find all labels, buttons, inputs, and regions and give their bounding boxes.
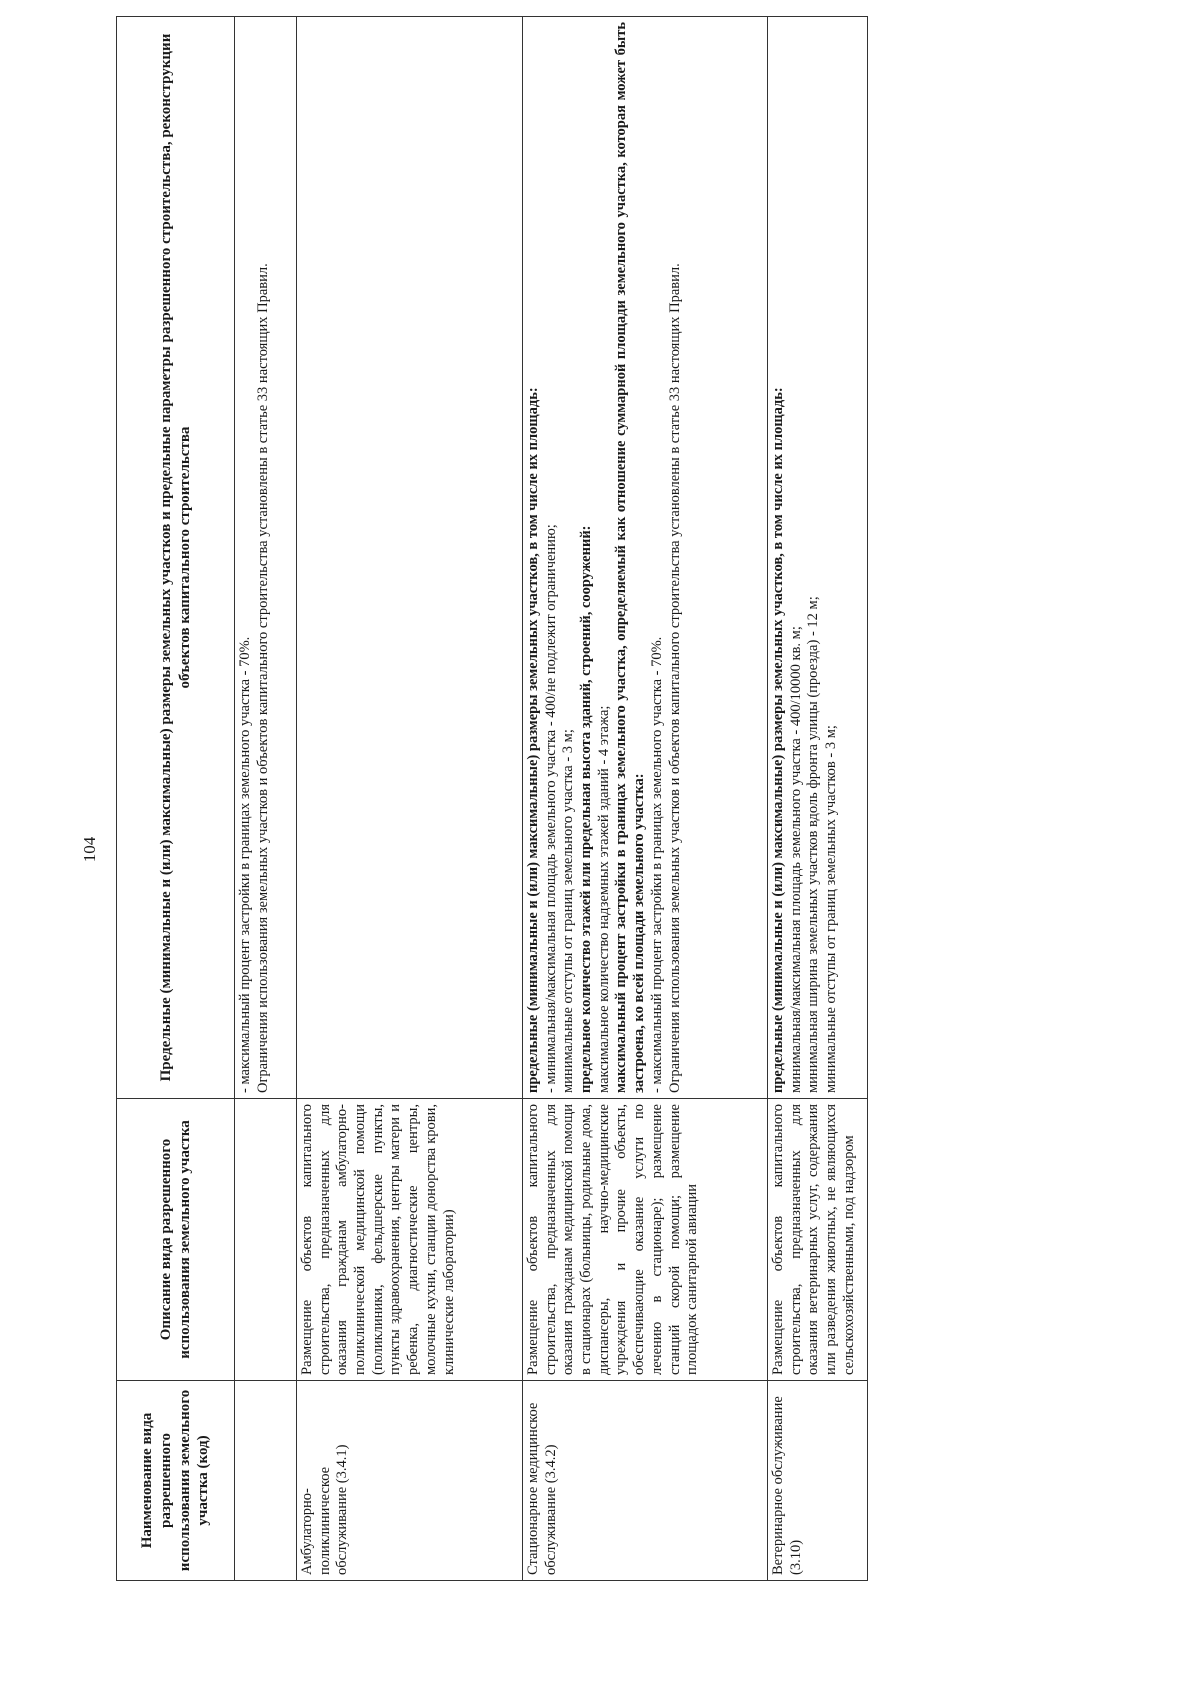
- cell-name: Амбулаторно-поликлиническое обслуживание (3.4.1): [297, 1381, 523, 1581]
- page-number: 104: [80, 836, 99, 863]
- param-line: Ограничения использования земельных участков и объектов капитального строительства установлены в статье 33 настоящих Правил.: [254, 263, 271, 1093]
- param-line: - минимальная/максимальная площадь земельного участка - 400/не подлежит ограничению;: [542, 524, 559, 1093]
- cell-parameters: [235, 17, 297, 1099]
- param-line: максимальное количество надземных этажей зданий - 4 этажа;: [595, 705, 612, 1093]
- param-line: Ограничения использования земельных участков и объектов капитального строительства установлены в статье 33 настоящих Правил.: [666, 263, 683, 1093]
- cell-description: [235, 1099, 297, 1381]
- param-line: минимальная/максимальная площадь земельного участка - 400/10000 кв. м;: [787, 626, 804, 1093]
- header-description: Описание вида разрешенного использования земельного участка: [117, 1099, 235, 1381]
- cell-description: Размещение объектов капитального строительства, предназначенных для оказания ветеринарных услуг, содержания или разведения животных, не являющихся сельскохозяйственными, под надзором: [768, 1099, 868, 1381]
- cell-name: [235, 1381, 297, 1581]
- table-row: [235, 17, 297, 1581]
- table-row: [768, 17, 868, 1581]
- table-row: [523, 17, 768, 1581]
- param-line: предельные (минимальные и (или) максимальные) размеры земельных участков, в том числе их площадь:: [770, 387, 786, 1093]
- table-header-row: [117, 17, 235, 1581]
- param-line: - максимальный процент застройки в границах земельного участка - 70%.: [648, 636, 665, 1093]
- cell-parameters: [297, 17, 523, 1099]
- param-line: - максимальный процент застройки в границах земельного участка - 70%.: [237, 636, 253, 1093]
- cell-parameters: [768, 17, 868, 1099]
- header-name: Наименование вида разрешенного использования земельного участка (код): [117, 1381, 235, 1581]
- cell-description: Размещение объектов капитального строительства, предназначенных для оказания гражданам амбулаторно-поликлинической медицинской помощи (поликлиники, фельдшерские пункты, пункты здравоохранения, центры матери и ребенка, диагностические центры, молочные кухни, станции донорства крови, клинические лаборатории): [297, 1099, 523, 1381]
- zoning-table: [116, 16, 868, 1581]
- param-line: предельное количество этажей или предельная высота зданий, строений, сооружений:: [578, 525, 595, 1093]
- cell-name: Ветеринарное обслуживание (3.10): [768, 1381, 868, 1581]
- header-parameters: Предельные (минимальные и (или) максимальные) размеры земельных участков и предельные параметры разрешенного строительства, реконструкции объектов капитального строительства: [117, 17, 235, 1099]
- cell-parameters: [523, 17, 768, 1099]
- cell-name: Стационарное медицинское обслуживание (3.4.2): [523, 1381, 768, 1581]
- param-line: предельные (минимальные и (или) максимальные) размеры земельных участков, в том числе их площадь:: [525, 387, 541, 1093]
- param-line: максимальный процент застройки в границах земельного участка, определяемый как отношение суммарной площади земельного участка, которая может быть застроена, ко всей площади земельного участка:: [613, 22, 648, 1093]
- param-line: минимальная ширина земельных участков вдоль фронта улицы (проезда) - 12 м;: [805, 596, 822, 1093]
- table-row: [297, 17, 523, 1581]
- param-line: минимальные отступы от границ земельных участков - 3 м;: [823, 725, 840, 1093]
- param-line: минимальные отступы от границ земельного участка - 3 м;: [560, 729, 577, 1093]
- cell-description: Размещение объектов капитального строительства, предназначенных для оказания гражданам медицинской помощи в стационарах (больницы, родильные дома, диспансеры, научно-медицинские учреждения и прочие объекты, обеспечивающие оказание услуги по лечению в стационаре); размещение станций скорой помощи; размещение площадок санитарной авиации: [523, 1099, 768, 1381]
